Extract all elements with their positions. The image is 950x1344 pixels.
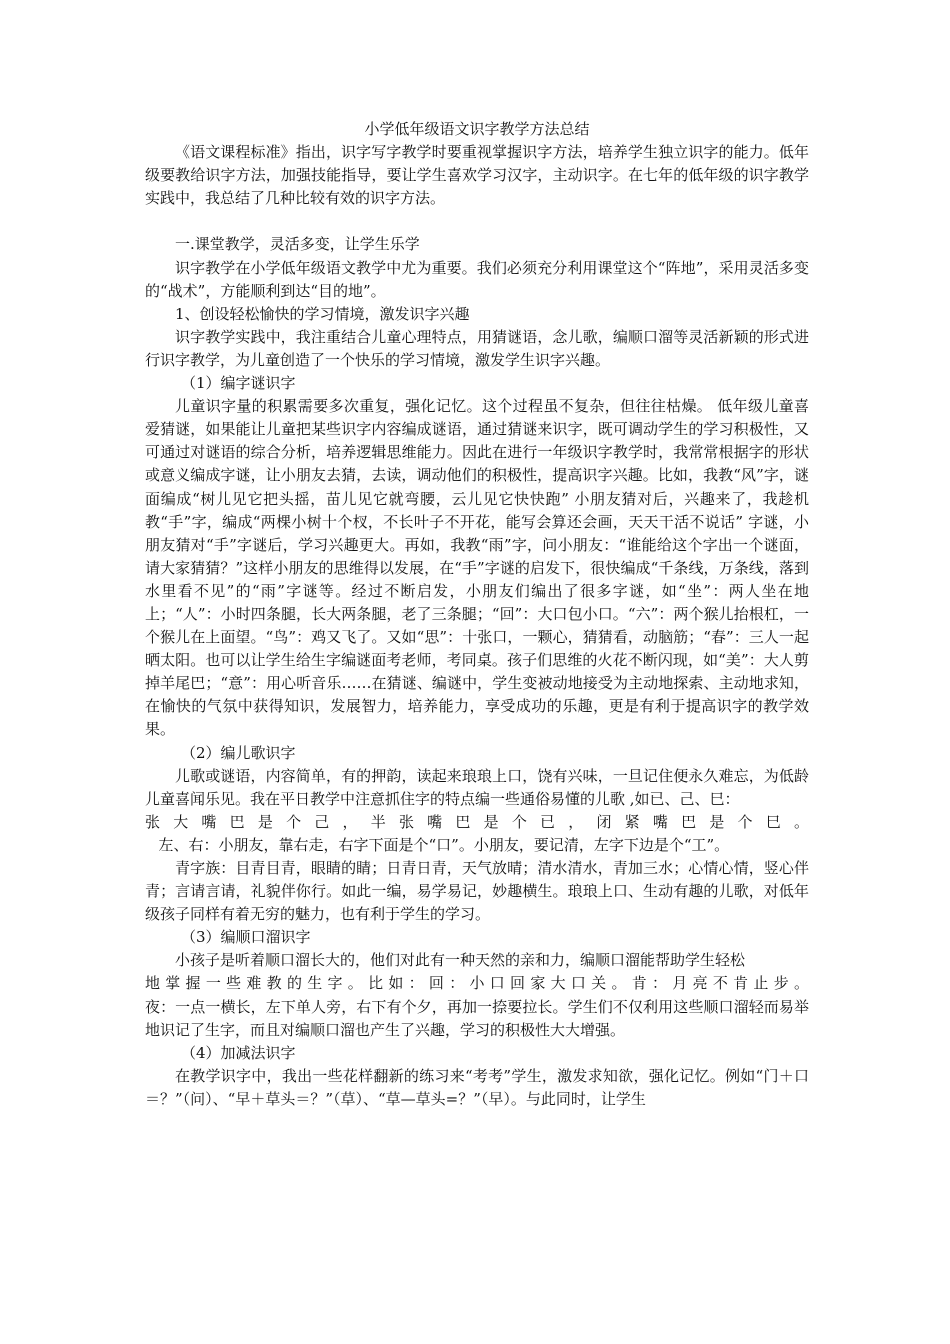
blank-line (145, 210, 809, 233)
jingle-paragraph-line-1: 小孩子是听着顺口溜长大的，他们对此有一种天然的亲和力，编顺口溜能帮助学生轻松 (175, 951, 746, 970)
subsection-heading-1: 1、创设轻松愉快的学习情境，激发识字兴趣 (175, 304, 470, 323)
document-title: 小学低年级语文识字教学方法总结 (364, 120, 590, 138)
intro-paragraph: 《语文课程标准》指出，识字写字教学时要重视掌握识字方法，培养学生独立识字的能力。低年级要教给识字方法，加强技能指导，要让学生喜欢学习汉字，主动识字。在七年的低年级的识字教学实践中，我总结了几种比较有效的识字方法。 (145, 143, 809, 208)
method-heading-riddle: （1）编字谜识字 (181, 374, 296, 393)
method-heading-addition: （4）加减法识字 (181, 1043, 296, 1062)
method-heading-rhyme: （2）编儿歌识字 (181, 743, 296, 762)
qing-family-paragraph: 青字族：目青目青，眼睛的睛；日青日青，天气放晴；清水清水，青加三水；心情心情，竖心伴青；言请言请，礼貌伴你行。如此一编，易学易记，妙趣横生。琅琅上口、生动有趣的儿歌，对低年级孩子同样有着无穷的魅力，也有利于学生的学习。 (145, 859, 809, 924)
method-heading-jingle: （3）编顺口溜识字 (181, 928, 311, 947)
rhyme-paragraph: 儿歌或谜语，内容简单，有的押韵，读起来琅琅上口，饶有兴味，一旦记住便永久难忘，为低龄儿童喜闻乐见。我在平日教学中注意抓住字的特点编一些通俗易懂的儿歌 ,如已、己、巳： (145, 766, 809, 808)
rhyme-left-right-line: 左、右：小朋友，靠右走，右字下面是个“口”。小朋友，要记清，左字下边是个“工”。 (158, 835, 730, 854)
addition-paragraph: 在教学识字中，我出一些花样翻新的练习来“考考”学生，激发求知欲，强化记忆。例如“门＋口＝？”（问）、“早＋草头＝？”（草）、“草—草头=？”（早）。与此同时，让学生 (145, 1066, 809, 1108)
document-page (145, 118, 809, 1111)
riddle-paragraph: 儿童识字量的积累需要多次重复，强化记忆。这个过程虽不复杂，但往往枯燥。 低年级儿童喜爱猜谜，如果能让儿童把某些识字内容编成谜语，通过猜谜来识字，既可调动学生的学习积极性，又可通过对谜语的综合分析，培养逻辑思维能力。因此在进行一年级识字教学时，我常常根据字的形状或意义编成字谜，让小朋友去猜，去读，调动他们的积极性，提高识字兴趣。比如，我教“风”字，谜面编成“树儿见它把头摇，苗儿见它就弯腰，云儿见它快快跑” 小朋友猜对后，兴趣来了，我趁机教“手”字，编成“两棵小树十个杈，不长叶子不开花，能写会算还会画，天天干活不说话” 字谜，小朋友猜对“手”字谜后，学习兴趣更大。再如，我教“雨”字，问小朋友：“谁能给这个字出一个谜面，请大家猜猜？”这样小朋友的思维得以发展，在“手”字谜的启发下，很快编成“千条线，万条线，落到水里看不见”的“雨”字谜等。经过不断启发，小朋友们编出了很多字谜，如“坐”：两人坐在地上；“人”：小时四条腿，长大两条腿，老了三条腿；“回”：大口包小口。“六”：两个猴儿抬根杠，一个猴儿在上面望。“鸟”：鸡又飞了。又如“思”：十张口，一颗心，猜猜看，动脑筋；“春”：三人一起晒太阳。也可以让学生给生字编谜面考老师，考同桌。孩子们思维的火花不断闪现，如“美”：大人剪掉羊尾巴；“意”：用心听音乐……在猜谜、编谜中，学生变被动地接受为主动地探索、主动地求知，在愉快的气氛中获得知识，发展智力，培养能力，享受成功的乐趣，更是有利于提高识字的教学效果。 (145, 397, 809, 739)
section-heading-1: 一.课堂教学，灵活多变，让学生乐学 (175, 235, 420, 254)
rhyme-example-line: 张大嘴巴是个己，半张嘴巴是个已，闭紧嘴巴是个巳。 (145, 812, 809, 831)
jingle-paragraph-rest: 夜：一点一横长，左下单人旁，右下有个夕，再加一捺要拉长。学生们不仅利用这些顺口溜轻而易举地识记了生字，而且对编顺口溜也产生了兴趣，学习的积极性大大增强。 (145, 997, 809, 1039)
section-1-paragraph: 识字教学在小学低年级语文教学中尤为重要。我们必须充分利用课堂这个“阵地”，采用灵活多变的“战术”，方能顺利到达“目的地”。 (145, 258, 809, 300)
subsection-1-paragraph: 识字教学实践中，我注重结合儿童心理特点，用猜谜语，念儿歌，编顺口溜等灵活新颖的形式进行识字教学，为儿童创造了一个快乐的学习情境，激发学生识字兴趣。 (145, 327, 809, 369)
jingle-paragraph-line-2: 地掌握一些难教的生字。比如：回：小口回家大口关。肯：月亮不肯止步。 (145, 974, 809, 993)
